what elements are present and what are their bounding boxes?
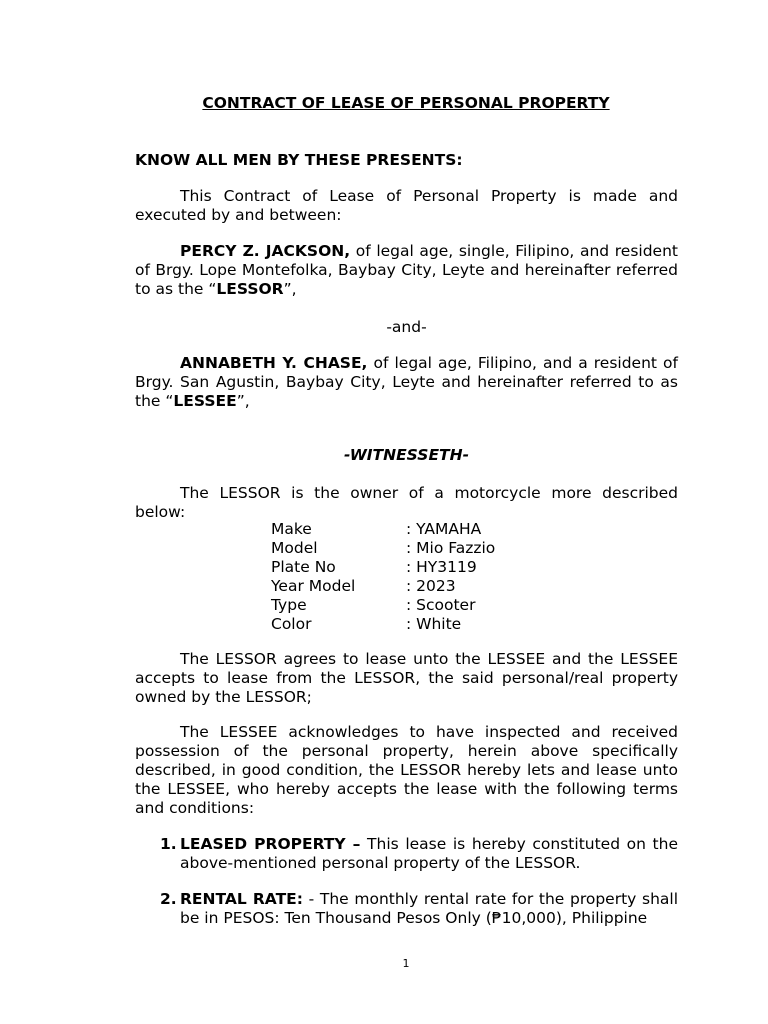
vehicle-label: Model <box>271 539 318 557</box>
vehicle-value: : 2023 <box>406 577 456 595</box>
term-text: This lease is hereby constituted on the above-mentioned personal property of the LESSOR. <box>180 835 678 872</box>
vehicle-label: Type <box>271 596 307 614</box>
term-body <box>180 835 678 873</box>
lessee-end: ”, <box>236 392 250 410</box>
vehicle-value: : White <box>406 615 462 633</box>
document-title: CONTRACT OF LEASE OF PERSONAL PROPERTY <box>202 94 610 112</box>
term-number: 2. <box>160 890 177 908</box>
lessee-description: of legal age, Filipino, and a resident of Brgy. San Agustin, Baybay City, Leyte and hereinafter referred to as the “ <box>135 354 678 410</box>
preamble-heading: KNOW ALL MEN BY THESE PRESENTS: <box>135 151 463 169</box>
lessor-end: ”, <box>283 280 297 298</box>
term-number: 1. <box>160 835 177 853</box>
term-label: RENTAL RATE: <box>180 890 303 908</box>
term-label: LEASED PROPERTY – <box>180 835 361 853</box>
vehicle-row <box>271 577 495 596</box>
vehicle-row <box>271 520 495 539</box>
lessor-role: LESSOR <box>216 280 284 298</box>
vehicle-value: : HY3119 <box>406 558 477 576</box>
intro-paragraph: This Contract of Lease of Personal Property is made and executed by and between: <box>135 187 678 224</box>
term-text: - The monthly rental rate for the property shall be in PESOS: Ten Thousand Pesos Only (₱10,000), Philippine <box>180 890 678 927</box>
agreement-paragraph: The LESSOR agrees to lease unto the LESSEE and the LESSEE accepts to lease from the LESSOR, the said personal/real property owned by the LESSOR; <box>135 650 678 706</box>
lessee-name: ANNABETH Y. CHASE, <box>180 354 368 372</box>
term-body <box>180 890 678 928</box>
lessee-paragraph <box>135 354 678 411</box>
vehicle-value: : YAMAHA <box>406 520 482 538</box>
term-item <box>160 835 678 873</box>
acknowledgement-paragraph: The LESSEE acknowledges to have inspected and received possession of the personal property, herein above specifically described, in good condition, the LESSOR hereby lets and lease unto the LESSEE, who hereby accepts the lease with the following terms and conditions: <box>135 723 678 817</box>
vehicle-row <box>271 539 495 558</box>
vehicle-row <box>271 558 495 577</box>
vehicle-label: Year Model <box>271 577 356 595</box>
owner-paragraph: The LESSOR is the owner of a motorcycle more described below: <box>135 484 678 521</box>
vehicle-label: Plate No <box>271 558 336 576</box>
vehicle-label: Color <box>271 615 312 633</box>
vehicle-label: Make <box>271 520 312 538</box>
vehicle-value: : Mio Fazzio <box>406 539 496 557</box>
term-item <box>160 890 678 928</box>
lessor-paragraph <box>135 242 678 299</box>
vehicle-row <box>271 615 495 634</box>
and-separator: -and- <box>386 318 427 336</box>
vehicle-value: : Scooter <box>406 596 476 614</box>
vehicle-details-table <box>271 520 495 634</box>
lessor-name: PERCY Z. JACKSON, <box>180 242 351 260</box>
lessor-description: of legal age, single, Filipino, and resident of Brgy. Lope Montefolka, Baybay City, Leyte and hereinafter referred to as the “ <box>135 242 678 298</box>
page-number: 1 <box>402 957 410 970</box>
witnesseth-heading: -WITNESSETH- <box>343 446 470 464</box>
vehicle-row <box>271 596 495 615</box>
lessee-role: LESSEE <box>173 392 237 410</box>
